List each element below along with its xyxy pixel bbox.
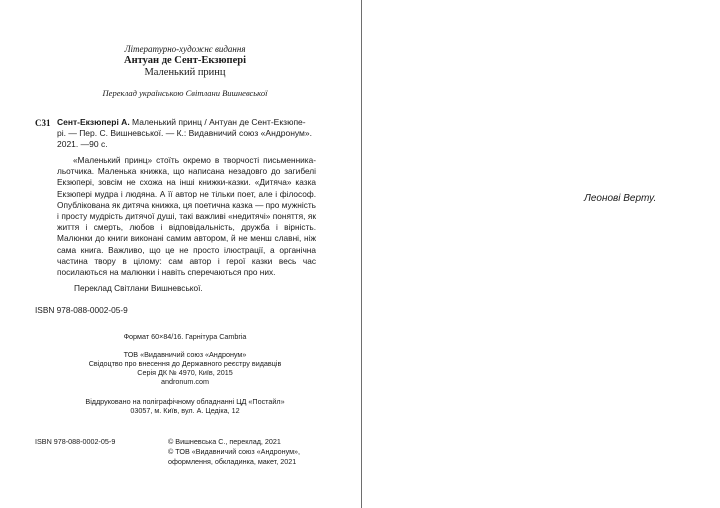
bib-author: Сент-Екзюпері А. <box>57 117 130 127</box>
isbn-top: ISBN 978-088-0002-05-9 <box>35 305 128 315</box>
annotation-text: «Маленький принц» стоїть окремо в творчості письменника-льотчика. Маленька книжка, що написана незадовго до загибелі Екзюпері, зовсім не схожа на інші книжки-казки. «Дитяча» казка Екзюпері мудра і людяна. А її автор не тільки поет, але і філософ. Опублікована як дитяча книжка, ця поетична казка — про мужність і просту мудрість дитячої душі, такі важливі «недитячі» поняття, як життя і смерть, любов і відповідальність, дружба і вірність. Малюнки до книги виконані самим автором, й не менш славні, ніж сама книга. Важливо, що це не просто ілюстрації, а органічна частина твору в цілому: сам автор і герої казки весь час посилаються на малюнки і навіть сперечаються про них. <box>57 155 316 278</box>
right-page-dedication <box>362 0 720 508</box>
copyright-block <box>168 437 328 466</box>
translator-credit: Переклад українською Світлани Вишневської <box>102 88 268 98</box>
annotation-translator: Переклад Світлани Вишневської. <box>74 283 203 293</box>
bib-line-1: Маленький принц / Антуан де Сент-Екзюпе- <box>129 117 306 127</box>
classification-code: С31 <box>35 118 51 128</box>
printer-name: Віддруковано на поліграфічному обладнанні ЦД «Постайл» <box>85 397 285 406</box>
bib-line-3: 2021. —90 с. <box>57 139 108 149</box>
publisher-certificate: Свідоцтво про внесення до Державного реєстру видавців <box>88 359 282 368</box>
printer-address: 03057, м. Київ, вул. А. Цедіка, 12 <box>130 406 240 415</box>
publisher-series: Серія ДК № 4970, Київ, 2015 <box>137 368 233 377</box>
printer-info <box>60 397 310 415</box>
bibliographic-record <box>57 117 319 150</box>
dedication-text: Леонові Верту. <box>584 193 657 204</box>
book-author: Антуан де Сент-Екзюпері <box>124 55 246 66</box>
copyright-publisher: © ТОВ «Видавничий союз «Андронум», <box>168 446 301 456</box>
genre-label: Літературно-художнє видання <box>124 44 246 54</box>
copyright-translation: © Вишневська С., переклад, 2021 <box>168 437 281 446</box>
copyright-design: оформлення, обкладинка, макет, 2021 <box>168 456 297 466</box>
bib-line-2: рі. — Пер. С. Вишневської. — К.: Видавничий союз «Андронум». <box>57 128 312 138</box>
book-title: Маленький принц <box>144 67 226 78</box>
publisher-name: ТОВ «Видавничий союз «Андронум» <box>123 350 247 359</box>
format-line: Формат 60×84/16. Гарнітура Cambria <box>123 332 247 341</box>
publisher-info <box>60 350 310 386</box>
isbn-bottom: ISBN 978-088-0002-05-9 <box>35 437 116 446</box>
publisher-website: andronum.com <box>161 377 209 386</box>
